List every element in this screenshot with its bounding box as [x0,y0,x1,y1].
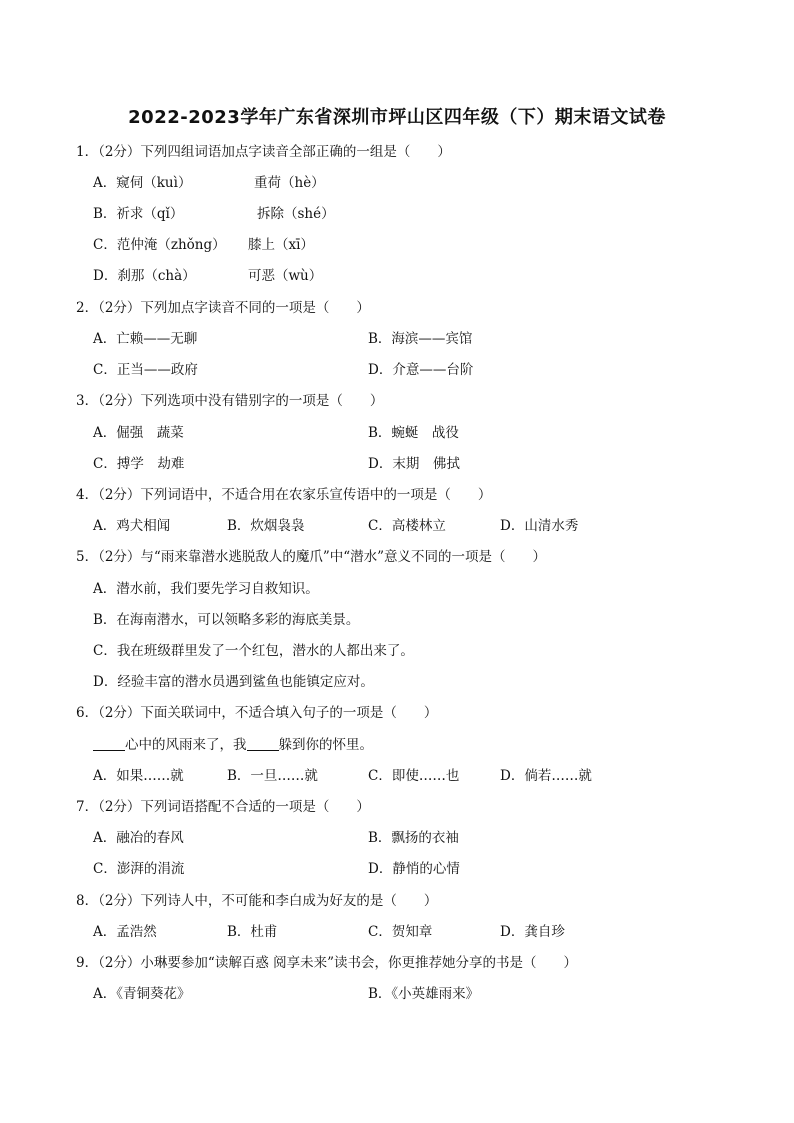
question-3-option-b: B．蜿蜒 战役 [368,425,459,441]
question-8-option-b: B．杜甫 [227,924,278,940]
question-2-stem: 2．（2分）下列加点字读音不同的一项是（ ） [76,300,370,316]
question-1-option-a: A．窥伺（kuì） [93,175,192,191]
question-6-stem: 6．（2分）下面关联词中，不适合填入句子的一项是（ ） [76,705,438,721]
question-5-stem: 5．（2分）与“雨来靠潜水逃脱敌人的魔爪”中“潜水”意义不同的一项是（ ） [76,549,547,565]
question-2-option-b: B．海滨——宾馆 [368,331,473,347]
question-1-option-c-word2: 膝上（xī） [248,237,314,253]
question-1-option-d: D．刹那（chà） [93,268,196,284]
question-3-option-c: C．搏学 劫难 [93,456,185,472]
question-4-option-d: D．山清水秀 [500,518,579,534]
question-4-option-a: A．鸡犬相闻 [93,518,171,534]
question-3-option-d: D．末期 佛拭 [368,456,460,472]
question-2-option-d: D．介意——台阶 [368,362,474,378]
question-2-option-a: A．亡赖——无聊 [93,331,198,347]
question-4-stem: 4．（2分）下列词语中，不适合用在农家乐宣传语中的一项是（ ） [76,487,492,503]
question-6-option-a: A．如果……就 [93,768,184,784]
question-6-option-d: D．倘若……就 [500,768,592,784]
question-6-sentence-part-2: 躲到你的怀里。 [278,737,373,753]
question-1-option-d-word2: 可恶（wù） [248,268,323,284]
question-1-stem: 1．（2分）下列四组词语加点字读音全部正确的一组是（ ） [76,144,451,160]
question-1-option-b: B．祈求（qǐ） [93,206,184,222]
question-4-option-c: C．高楼林立 [368,518,446,534]
question-9-stem: 9．（2分）小琳要参加“读解百惑 阅享未来”读书会，你更推荐她分享的书是（ ） [76,955,578,971]
question-8-stem: 8．（2分）下列诗人中，不可能和李白成为好友的是（ ） [76,893,438,909]
question-7-option-b: B．飘扬的衣袖 [368,830,459,846]
question-6-sentence-part-1: 心中的风雨来了，我 [125,737,247,753]
question-2-option-c: C．正当——政府 [93,362,198,378]
question-5-option-b: B．在海南潜水，可以领略多彩的海底美景。 [93,612,360,628]
question-5-option-d: D．经验丰富的潜水员遇到鲨鱼也能镇定应对。 [93,674,374,690]
question-8-option-c: C．贺知章 [368,924,433,940]
question-9-option-a: A．《青铜葵花》 [93,986,191,1002]
question-6-sentence [93,736,373,754]
question-4-option-b: B．炊烟袅袅 [227,518,305,534]
question-5-option-c: C．我在班级群里发了一个红包，潜水的人都出来了。 [93,643,414,659]
question-1-option-a-word2: 重荷（hè） [254,175,325,191]
question-7-option-d: D．静悄的心情 [368,861,460,877]
answer-blank-1[interactable] [93,736,125,751]
question-7-option-a: A．融冶的春风 [93,830,184,846]
question-1-option-c: C．范仲淹（zhǒng） [93,237,226,253]
question-6-option-b: B．一旦……就 [227,768,318,784]
answer-blank-2[interactable] [247,736,279,751]
question-3-stem: 3．（2分）下列选项中没有错别字的一项是（ ） [76,393,384,409]
question-7-option-c: C．澎湃的涓流 [93,861,185,877]
question-9-option-b: B．《小英雄雨来》 [368,986,480,1002]
question-1-option-b-word2: 拆除（shé） [257,206,335,222]
question-7-stem: 7．（2分）下列词语搭配不合适的一项是（ ） [76,799,370,815]
question-8-option-a: A．孟浩然 [93,924,157,940]
question-3-option-a: A．倔强 蔬菜 [93,425,184,441]
question-8-option-d: D．龚自珍 [500,924,565,940]
question-6-option-c: C．即使……也 [368,768,460,784]
page-title: 2022-2023学年广东省深圳市坪山区四年级（下）期末语文试卷 [128,107,666,128]
question-5-option-a: A．潜水前，我们要先学习自救知识。 [93,581,319,597]
